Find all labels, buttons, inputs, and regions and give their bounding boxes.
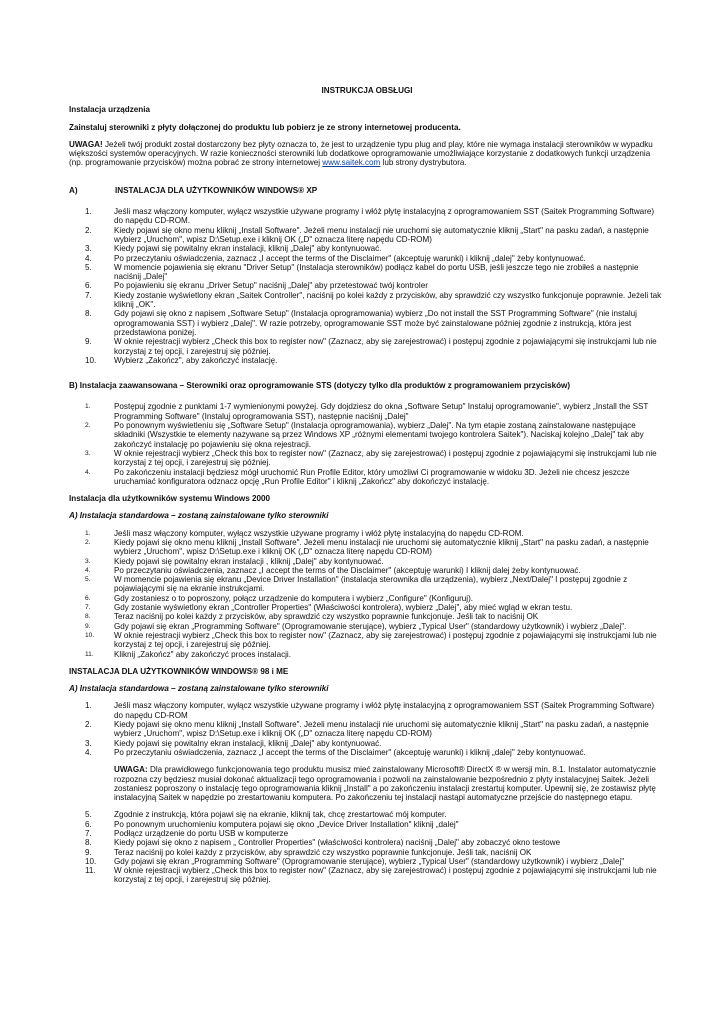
list-item [69, 281, 665, 290]
list-item-number: 3. [85, 244, 92, 254]
list-item-text: Teraz naciśnij po kolei każdy z przycisków, aby sprawdzić czy wszystko poprawnie funkcjonuje. Jeśli tak to naciśnij OK [114, 612, 539, 622]
list-item-number: 4. [85, 566, 91, 574]
list-item-number: 5. [85, 262, 92, 272]
list-item [69, 402, 665, 421]
list-item [69, 748, 665, 757]
list-item-text: Po przeczytaniu oświadczenia, zaznacz „I accept the terms of the Disclaimer" (akceptuję warunki) I kliknij dalej żeby kontynuować. [114, 565, 581, 575]
list-item-number: 9. [85, 622, 91, 630]
list-item [69, 337, 665, 356]
list-item [69, 631, 665, 650]
document-title: INSTRUKCJA OBSŁUGI [321, 86, 413, 95]
list-item-text: Jeśli masz włączony komputer, wyłącz wszystkie używane programy i włóż płytę instalacyjną do napędu CD-ROM. [114, 528, 524, 538]
list-item-number: 6. [85, 819, 92, 829]
list-item [69, 857, 665, 866]
list-item [69, 207, 665, 226]
list-item-number: 1. [85, 403, 91, 411]
win98-note-label: UWAGA: [114, 765, 148, 775]
list-item-number: 4. [85, 253, 92, 263]
list-item-number: 10. [85, 856, 97, 866]
list-item-number: 8. [85, 613, 91, 621]
win98-subheading: A) Instalacja standardowa – zostaną zainstalowane tylko sterowniki [69, 684, 329, 694]
list-item [69, 739, 665, 748]
list-item-number: 11. [85, 650, 94, 658]
list-item-text: Po ponownym wyświetleniu się „Software Setup" (Instalacja oprogramowania), wybierz „Dalej". Na tym etapie zostaną zainstalowane następujące składniki (Wszystkie te elementy nazywane są przez Windows XP „różnymi elementami twojego kontrolera Saitek"). Naciskaj kolejno „Dalej" tak aby zakończyć instalację po pojawieniu się okna rejestracji. [114, 421, 644, 449]
section-a-title: INSTALACJA DLA UŻYTKOWNIKÓW WINDOWS® XP [115, 185, 318, 195]
list-item [69, 829, 665, 838]
list-item-number: 2. [85, 538, 91, 546]
list-item-text: W oknie rejestracji wybierz „Check this box to register now" (Zaznacz, aby się zarejestrować) i postępuj zgodnie z pojawiającymi się instrukcjami lub nie korzystaj z tej opcji, i zarejestruj się później. [114, 448, 657, 468]
list-item-number: 11. [85, 866, 96, 876]
list-item-number: 7. [85, 829, 92, 838]
list-item [69, 254, 665, 263]
list-item-text: Kiedy pojawi się powitalny ekran instalacji, kliknij „Dalej" aby kontynuować. [114, 738, 382, 748]
list-item-number: 8. [85, 838, 92, 848]
list-item [69, 594, 665, 603]
list-item-number: 5. [85, 576, 91, 584]
list-item [69, 449, 665, 468]
list-item [69, 848, 665, 857]
section-b-heading: B) Instalacja zaawansowana – Sterowniki oraz oprogramowanie STS (dotyczy tylko dla produktów z programowaniem przycisków) [69, 381, 571, 391]
install-heading: Instalacja urządzenia [69, 105, 150, 115]
list-item-text: Jeśli masz włączony komputer, wyłącz wszystkie używane programy i włóż płytę instalacyjną z oprogramowaniem SST (Saitek Programming Software) do napędu CD-ROM. [114, 207, 655, 226]
list-item [69, 701, 665, 720]
list-item-text: Gdy zostaniesz o to poproszony, połącz urządzenie do komputera i wybierz „Configure" (Konfiguruj). [114, 593, 474, 603]
list-item-number: 1. [85, 529, 91, 537]
list-item-text: Gdy pojawi się ekran „Programming Software" (Oprogramowanie sterujące), wybierz „Typical User" (standardowy użytkownik) i wybierz „Dalej" [114, 856, 625, 866]
list-item-number: 3. [85, 557, 91, 565]
list-item [69, 468, 665, 487]
list-item-text: W momencie pojawienia się ekranu "Driver Setup" (Instalacja sterowników) podłącz kabel do portu USB, jeśli jeszcze tego nie zrobiłeś a następnie naciśnij „Dalej" [114, 262, 639, 282]
list-item-number: 2. [85, 225, 92, 235]
list-item-number: 6. [85, 594, 91, 602]
list-item [69, 263, 665, 282]
list-item-text: Kiedy pojawi się powitalny ekran instalacji , kliknij „Dalej" aby kontynuować. [114, 556, 384, 566]
list-item-text: Po przeczytaniu oświadczenia, zaznacz „I accept the terms of the Disclaimer" (akceptuję warunki) i kliknij „dalej" żeby kontynuować. [114, 747, 586, 757]
list-item-number: 1. [85, 701, 92, 711]
list-item-text: Po zakończeniu instalacji będziesz mógł uruchomić Run Profile Editor, który umożliwi Ci programowanie w widoku 3D. Jeżeli nie chcesz jeszcze uruchamiać konfiguratora odznacz opcję „Run Profile Editor" i kliknij „Zakończ" aby dokończyć instalację. [114, 467, 630, 486]
list-item [69, 866, 665, 885]
list-item-number: 7. [85, 290, 92, 300]
win98-heading: INSTALACJA DLA UŻYTKOWNIKÓW WINDOWS® 98 i ME [69, 666, 289, 676]
list-item-number: 3. [85, 449, 91, 457]
list-item-text: Kiedy pojawi się okno menu kliknij „Install Software". Jeżeli menu instalacji nie uruchomi się automatycznie kliknij „Start" na pasku zadań, a następnie wybierz „Uruchom", wpisz D:\Setup.exe i kliknij OK („D" oznacza literę napędu CD-ROM) [114, 225, 649, 244]
list-item [69, 244, 665, 253]
list-item-number: 9. [85, 337, 92, 347]
list-item [69, 356, 665, 365]
list-item-number: 10. [85, 355, 97, 365]
list-item [69, 226, 665, 245]
list-item-text: Po ponownym uruchomieniu komputera pojawi się okno „Device Driver Installation" kliknij „dalej" [114, 819, 459, 829]
list-item-text: Po przeczytaniu oświadczenia, zaznacz „I accept the terms of the Disclaimer" (akceptuję warunki) i kliknij „dalej" żeby kontynuować. [114, 253, 586, 263]
list-item-text: Gdy pojawi się ekran „Programming Software" (Oprogramowanie sterujące), wybierz „Typical User" (standardowy użytkownik) i wybierz „Dalej". [114, 621, 627, 631]
list-item-number: 8. [85, 309, 92, 319]
list-item-text: Zgodnie z instrukcją, która pojawi się na ekranie, kliknij tak, chcę zrestartować mój komputer. [114, 810, 447, 820]
list-item [69, 650, 665, 659]
list-item-number: 4. [85, 468, 91, 476]
section-b-list [69, 402, 665, 486]
list-item-number: 4. [85, 747, 92, 757]
list-item-text: Gdy pojawi się okno z napisem „Software Setup" (Instalacja oprogramowania) wybierz „Do not install the SST Programming Software" (nie instaluj oprogramowania SST) i wybierz „Dalej". W razie potrzeby, oprogramowanie SST może być zainstalowane później zgodnie z instrukcją, która jest przedstawiona poniżej. [114, 309, 637, 337]
list-item [69, 557, 665, 566]
win98-note-text: Dla prawidłowego funkcjonowania tego produktu musisz mieć zainstalowany Microsoft® DirectX ® w wersji min. 8.1. Instalator automatycznie rozpozna czy będziesz musiał dokonać aktualizacji tego oprogramowania i pozwoli na zainstalowanie bezpośrednio z płyty instalacyjnej Saitek. Jeżeli zostaniesz poproszony o instalację tego oprogramowania kliknij „Install" a po zakończeniu instalacji zrestartuj komputer. Upewnij się, że zostawisz płytę instalacyjną Saitek w napędzie po zrestartowaniu komputera. Po zakończeniu tej instalacji nastąpi automatyczne przejście do następnego etapu. [114, 765, 656, 803]
list-item-text: W oknie rejestracji wybierz „Check this box to register now" (Zaznacz, aby się zarejestrować) i postępuj zgodnie z pojawiającymi się instrukcjami lub nie korzystaj z tej opcji, i zarejestruj się później. [114, 630, 657, 650]
list-item-number: 3. [85, 738, 92, 748]
list-item-text: Postępuj zgodnie z punktami 1-7 wymienionymi powyżej. Gdy dojdziesz do okna „Software Setup" Instaluj oprogramowanie", wybierz „Install the SST Programming Software" (Instaluj oprogramowania SST), następnie naciśnij „Dalej" [114, 402, 649, 421]
document-page [69, 86, 665, 885]
list-item-text: Kiedy pojawi się okno menu kliknij „Install Software". Jeżeli menu instalacji nie uruchomi się automatycznie kliknij „Start" na pasku zadań, a następnie wybierz „Uruchom", wpisz D:\Setup.exe i kliknij OK („D" oznacza literę napędu CD-ROM) [114, 720, 649, 739]
list-item [69, 820, 665, 829]
list-item-number: 7. [85, 604, 91, 612]
list-item [69, 538, 665, 557]
list-item-number: 1. [85, 207, 92, 217]
list-item-text: Kliknij „Zakończ" aby zakończyć proces instalacji. [114, 649, 291, 659]
list-item-text: Teraz naciśnij po kolei każdy z przycisków, aby sprawdzić czy wszystko poprawnie funkcjonuje. Jeśli tak, naciśnij OK [114, 847, 532, 857]
list-item [69, 575, 665, 594]
list-item-number: 10. [85, 631, 95, 639]
install-intro: Zainstaluj sterowniki z płyty dołączonej do produktu lub pobierz je ze strony internetowej producenta. [69, 122, 461, 132]
list-item [69, 612, 665, 621]
list-item-number: 9. [85, 847, 92, 857]
list-item [69, 421, 665, 449]
section-a-heading [69, 186, 665, 195]
list-item-text: Kiedy pojawi się okno menu kliknij „Install Software". Jeżeli menu instalacji nie uruchomi się automatycznie kliknij „Start" na pasku zadań, a następnie wybierz „Uruchom", wpisz D:\Setup.exe i kliknij OK („D" oznacza literę napędu CD-ROM) [114, 537, 649, 557]
list-item-number: 2. [85, 422, 91, 430]
list-item-text: Jeśli masz włączony komputer, wyłącz wszystkie używane programy i włóż płytę instalacyjną z oprogramowaniem SST (Saitek Programming Software) do napędu CD-ROM [114, 701, 655, 720]
win2000-subheading: A) Instalacja standardowa – zostaną zainstalowane tylko sterowniki [69, 511, 329, 521]
warning-label: UWAGA! [69, 139, 103, 149]
warning-text-after: lub strony dystrybutora. [380, 158, 467, 168]
list-item-text: Kiedy zostanie wyświetlony ekran „Saitek Controller", naciśnij po kolei każdy z przycisków, aby sprawdzić czy wszystko funkcjonuje poprawnie. Jeżeli tak kliknij „OK". [114, 290, 662, 310]
list-item-number: 2. [85, 720, 92, 730]
list-item [69, 603, 665, 612]
list-item-text: W oknie rejestracji wybierz „Check this box to register now" (Zaznacz, aby się zarejestrować) i postępuj zgodnie z pojawiającymi się instrukcjami lub nie korzystaj z tej opcji, i zarejestruj się później. [114, 866, 657, 885]
win98-list-b [69, 810, 665, 884]
list-item [69, 622, 665, 631]
win98-note [69, 765, 665, 802]
warning-text: Jeżeli twój produkt został dostarczony bez płyty oznacza to, że jest to urządzenie typu plug and play, które nie wymaga instalacji sterowników w wypadku większości systemów operacyjnych. W razie konieczności sterowniki lub dodatkowe oprogramowanie umożliwiające korzystanie z dodatkowych funkcji urządzenia (np. programowanie przycisków) można pobrać ze strony internetowej [69, 139, 653, 168]
list-item-text: W momencie pojawienia się ekranu „Device Driver Installation" (instalacja sterownika dla urządzenia), wybierz „Next/Dalej" I postępuj zgodnie z pojawiającymi się na ekranie instrukcjami. [114, 575, 628, 594]
list-item [69, 529, 665, 538]
list-item-text: Wybierz „Zakończ", aby zakończyć instalację. [114, 355, 278, 365]
section-a-list [69, 207, 665, 365]
list-item-text: Podłącz urządzenie do portu USB w komputerze [114, 829, 289, 838]
section-a-label: A) [69, 185, 78, 195]
list-item-text: W oknie rejestracji wybierz „Check this box to register now" (Zaznacz, aby się zarejestrować) i postępuj zgodnie z pojawiającymi się instrukcjami lub nie korzystaj z tej opcji, i zarejestruj się później. [114, 337, 657, 356]
list-item-number: 5. [85, 810, 92, 820]
list-item [69, 291, 665, 310]
list-item-number: 6. [85, 281, 92, 291]
list-item [69, 566, 665, 575]
list-item-text: Gdy zostanie wyświetlony ekran „Controller Properties" (Właściwości kontrolera), wybierz „Dalej", aby mieć wgląd w ekran testu. [114, 603, 573, 613]
list-item-text: Po pojawieniu się ekranu „Driver Setup" naciśnij „Dalej" aby przetestować twój kontroler [114, 281, 428, 291]
list-item [69, 810, 665, 819]
list-item-text: Kiedy pojawi się powitalny ekran instalacji, kliknij „Dalej" aby kontynuować. [114, 244, 382, 254]
list-item [69, 309, 665, 337]
win2000-heading: Instalacja dla użytkowników systemu Windows 2000 [69, 494, 270, 504]
warning-paragraph [69, 140, 665, 168]
saitek-link[interactable]: www.saitek.com [322, 158, 381, 168]
list-item [69, 838, 665, 847]
win98-list-a [69, 701, 665, 757]
list-item-text: Kiedy pojawi się okno z napisem „ Controller Properties" (właściwości kontrolera) naciśnij „Dalej" aby zobaczyć okno testowe [114, 838, 561, 848]
win2000-list [69, 529, 665, 659]
list-item [69, 720, 665, 739]
